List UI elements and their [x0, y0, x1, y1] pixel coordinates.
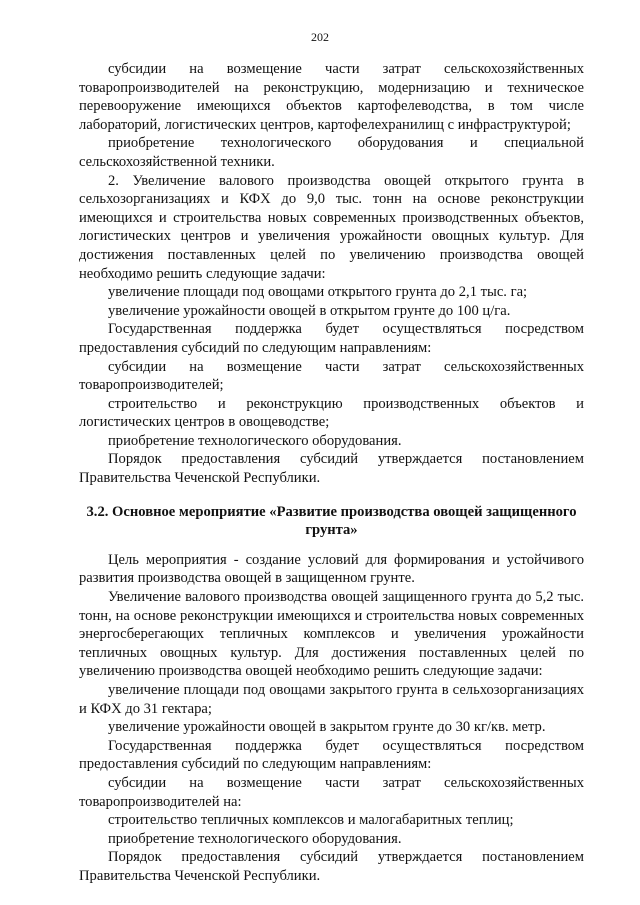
page-number: 202 [311, 30, 329, 44]
paragraph: увеличение урожайности овощей в открытом грунте до 100 ц/га. [108, 302, 511, 319]
paragraph: субсидии на возмещение части затрат сельскохозяйственных товаропроизводителей; [79, 358, 584, 394]
paragraph: Порядок предоставления субсидий утверждается постановлением Правительства Чеченской Республики. [79, 849, 584, 884]
paragraph: приобретение технологического оборудования. [108, 432, 402, 449]
paragraph: Увеличение валового производства овощей защищенного грунта до 5,2 тыс. тонн, на основе реконструкции имеющихся и строительства новых современных энергосберегающих тепличных комплексов и увеличения урожайности тепличных овощных культур. Для достижения поставленных целей по увеличению производства овощей необходимо решить следующие задачи: [79, 589, 584, 680]
paragraph: субсидии на возмещение части затрат сельскохозяйственных товаропроизводителей на реконструкцию, модернизацию и техническое перевооружение имеющихся объектов картофелеводства, в том числе лабораторий, логистических центров, картофелехранилищ с инфраструктурой; [79, 61, 584, 133]
paragraph: субсидии на возмещение части затрат сельскохозяйственных товаропроизводителей на: [79, 774, 584, 810]
paragraph: Порядок предоставления субсидий утверждается постановлением Правительства Чеченской Республики. [79, 451, 584, 487]
paragraph: строительство и реконструкцию производственных объектов и логистических центров в овощеводстве; [79, 395, 584, 431]
section-heading: 3.2. Основное мероприятие «Развитие производства овощей защищенного грунта» [86, 503, 577, 539]
paragraph: увеличение урожайности овощей в закрытом грунте до 30 кг/кв. метр. [108, 719, 546, 736]
paragraph: Цель мероприятия - создание условий для формирования и устойчивого развития производства овощей в защищенном грунте. [79, 551, 584, 587]
paragraph: приобретение технологического оборудования и специальной сельскохозяйственной техники. [79, 135, 584, 170]
paragraph: строительство тепличных комплексов и малогабаритных теплиц; [108, 812, 514, 829]
paragraph: увеличение площади под овощами открытого грунта до 2,1 тыс. га; [108, 284, 528, 301]
paragraph: приобретение технологического оборудования. [108, 830, 402, 847]
paragraph: 2. Увеличение валового производства овощей открытого грунта в сельхозорганизациях и КФХ до 9,0 тыс. тонн на основе реконструкции имеющихся и строительства новых современных производственных объектов, логистических центров и увеличения урожайности овощных культур. Для достижения поставленных целей по увеличению производства овощей необходимо решить следующие задачи: [79, 172, 584, 282]
document-body [79, 60, 584, 886]
paragraph: Государственная поддержка будет осуществляться посредством предоставления субсидий по следующим направлениям: [79, 321, 584, 356]
paragraph: увеличение площади под овощами закрытого грунта в сельхозорганизациях и КФХ до 31 гектара; [79, 682, 584, 717]
paragraph: Государственная поддержка будет осуществляться посредством предоставления субсидий по следующим направлениям: [79, 737, 584, 773]
